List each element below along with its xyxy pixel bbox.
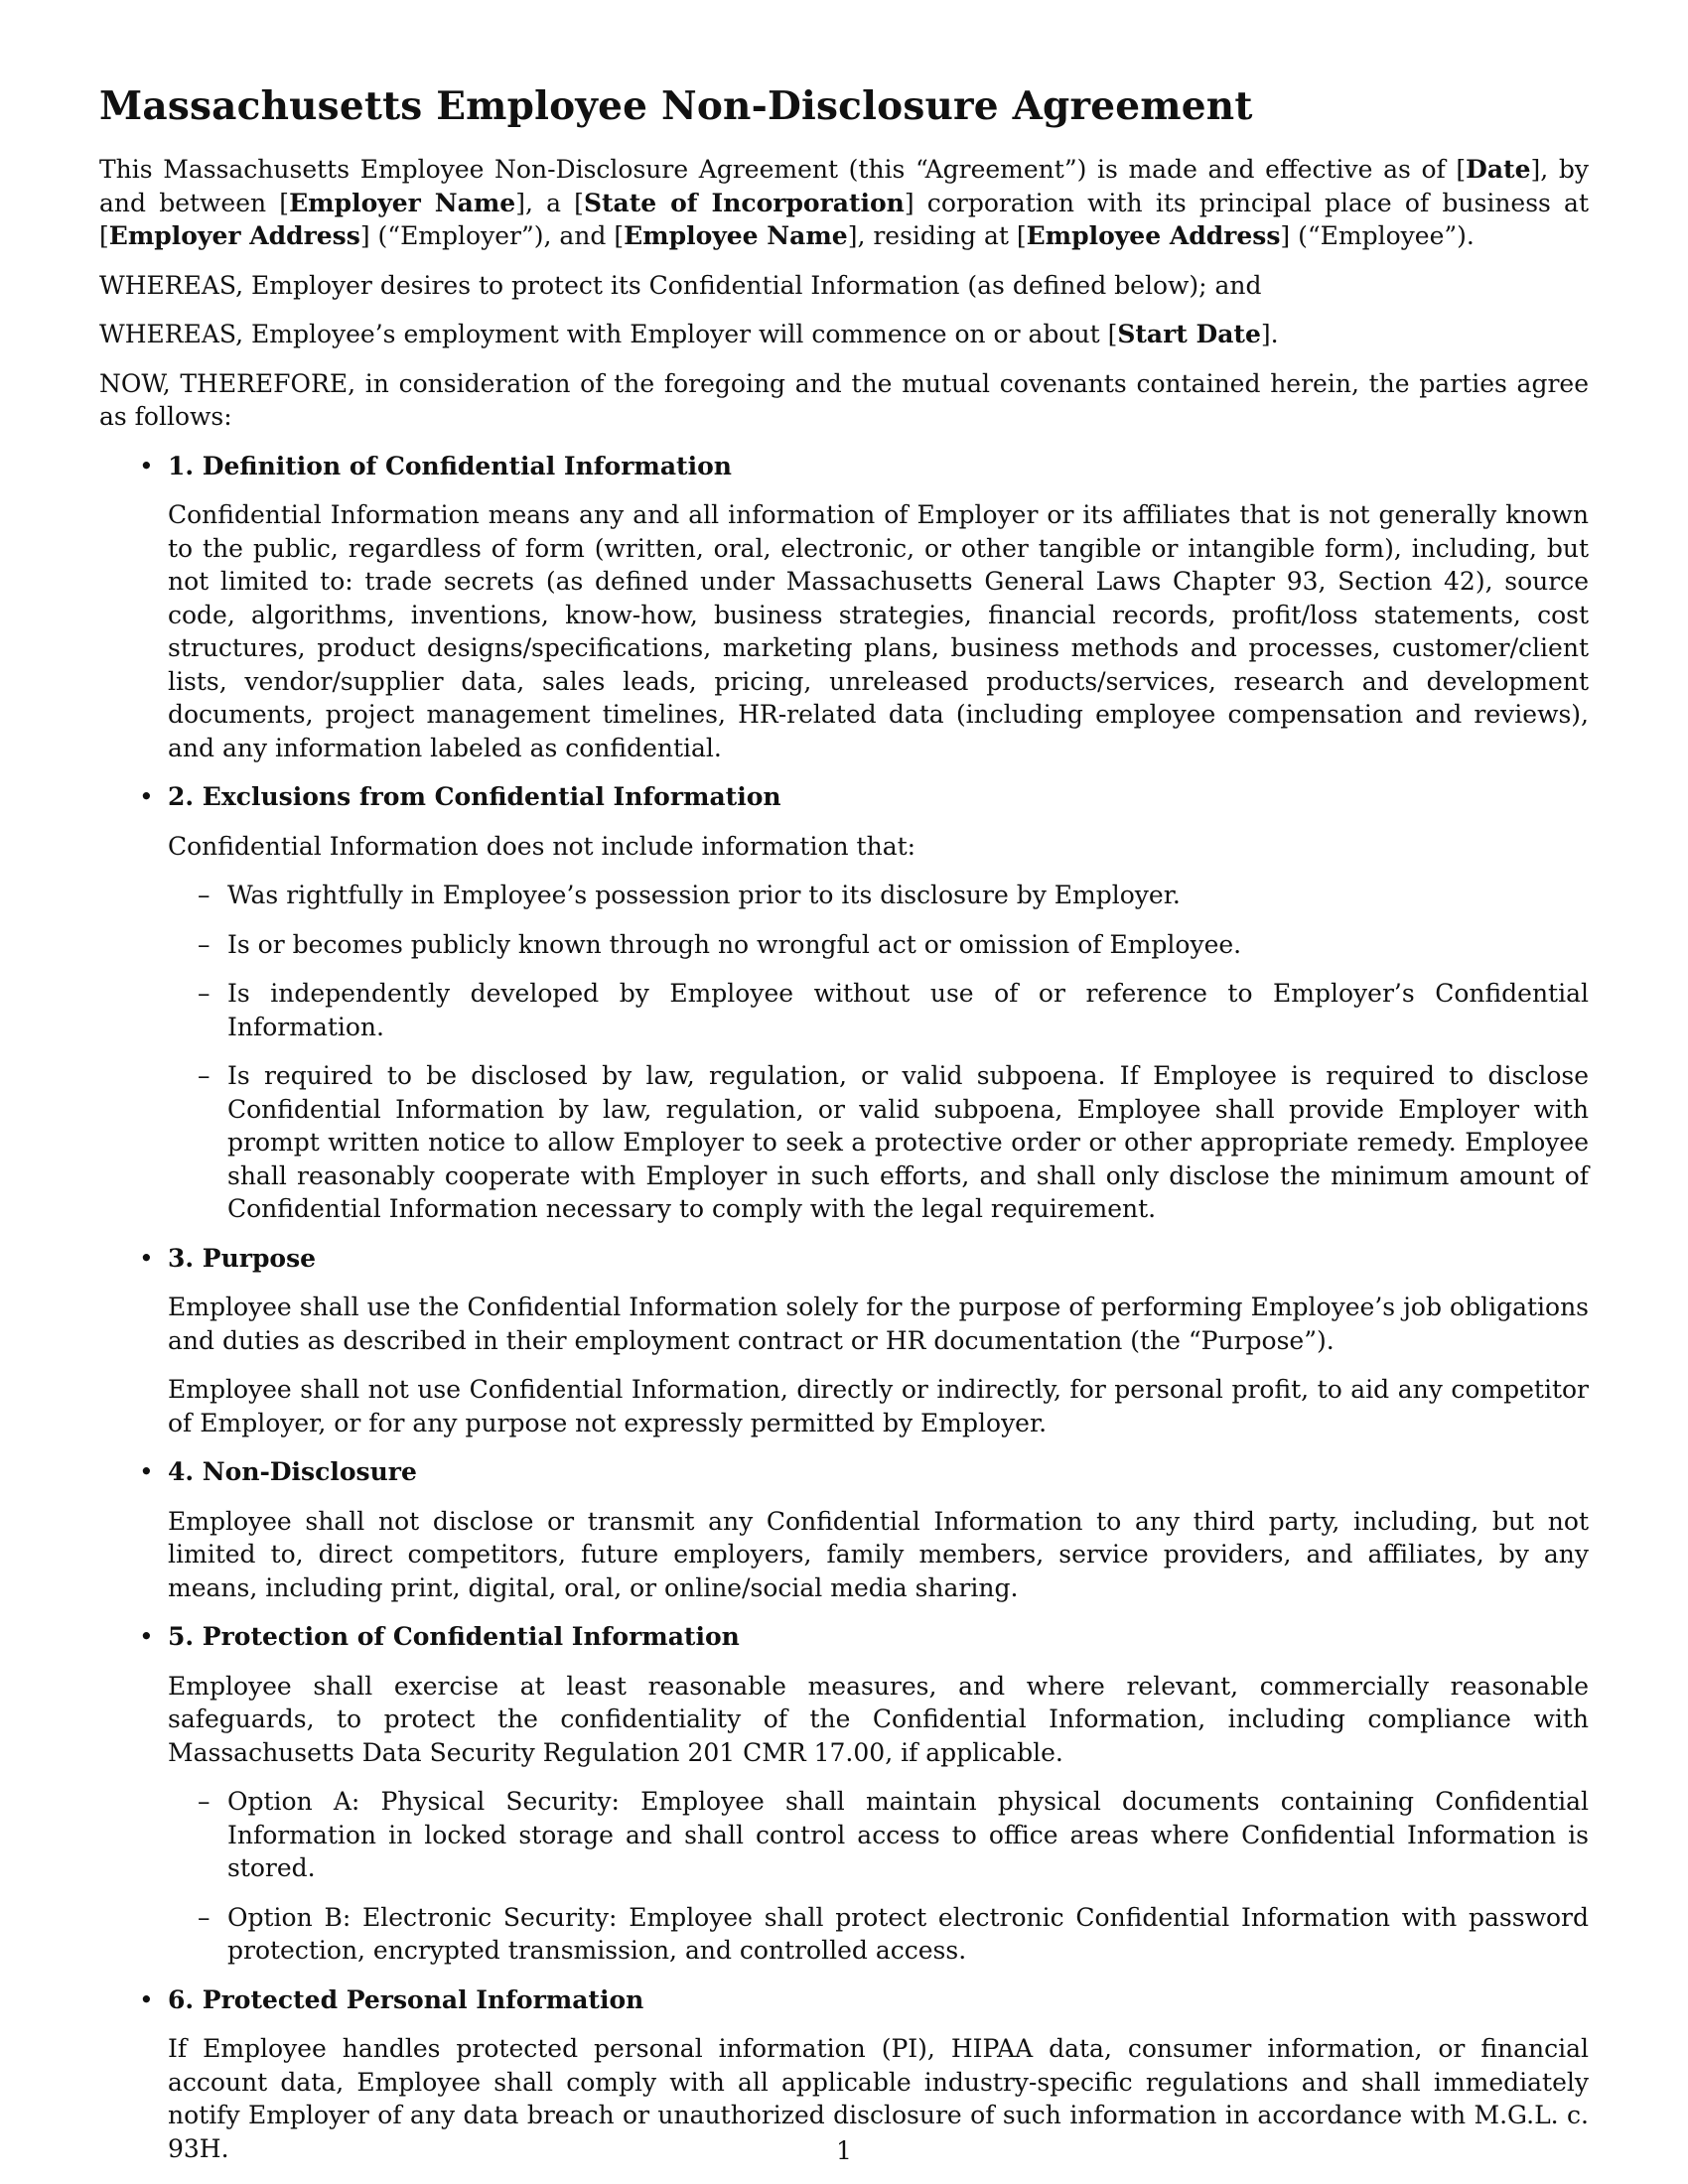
- dash-icon: –: [198, 1787, 211, 1816]
- bullet-icon: •: [139, 1984, 154, 2014]
- intro-paragraph: [99, 153, 1589, 253]
- dash-icon: –: [198, 881, 211, 909]
- dash-icon: –: [198, 1061, 211, 1090]
- sub-list: [99, 879, 1589, 1226]
- section-heading: [99, 1455, 1589, 1489]
- section-heading-text: 1. Definition of Confidential Information: [168, 451, 732, 480]
- list-item: [99, 879, 1589, 912]
- whereas-1: WHEREAS, Employer desires to protect its Confidential Information (as defined below); and: [99, 270, 1262, 300]
- list-item: [99, 1059, 1589, 1226]
- placeholder-start-date: Start Date: [1117, 320, 1261, 348]
- section-3: [99, 1242, 1589, 1440]
- section-intro: Confidential Information does not include information that:: [168, 831, 916, 861]
- section-body: [99, 1670, 1589, 1770]
- dash-icon: –: [198, 979, 211, 1008]
- intro-text: ] (“Employer”), and [: [359, 221, 625, 250]
- section-2: [99, 780, 1589, 1226]
- section-5: [99, 1620, 1589, 1968]
- intro-text: This Massachusetts Employee Non-Disclosure Agreement (this “Agreement”) is made and effective as of [: [99, 155, 1467, 184]
- list-item: [99, 1785, 1589, 1885]
- now-therefore: NOW, THEREFORE, in consideration of the foregoing and the mutual covenants contained herein, the parties agree as follows:: [99, 368, 1589, 431]
- section-paragraph: Employee shall use the Confidential Information solely for the purpose of performing Employee’s job obligations and duties as described in their employment contract or HR documentation (the “Purpose”).: [168, 1293, 1589, 1355]
- list-item: [99, 1901, 1589, 1968]
- list-item-text: Is required to be disclosed by law, regulation, or valid subpoena. If Employee is required to disclose Confidential Information by law, regulation, or valid subpoena, Employee shall provide Employer with prompt written notice to allow Employer to seek a protective order or other appropriate remedy. Employee shall reasonably cooperate with Employer in such efforts, and shall only disclose the minimum amount of Confidential Information necessary to comply with the legal requirement.: [227, 1061, 1589, 1223]
- list-item-text: Is independently developed by Employee without use of or reference to Employer’s Confidential Information.: [227, 979, 1589, 1041]
- list-item: [99, 928, 1589, 962]
- section-heading: [99, 1242, 1589, 1276]
- dash-icon: –: [198, 929, 211, 959]
- section-paragraph: If Employee handles protected personal information (PI), HIPAA data, consumer information, or financial account data, Employee shall comply with all applicable industry-specific regulations and shall immediately notify Employer of any data breach or unauthorized disclosure of such information in accordance with M.G.L. c. 93H.: [168, 2034, 1589, 2163]
- whereas-2-text: WHEREAS, Employee’s employment with Employer will commence on or about [: [99, 320, 1118, 348]
- placeholder-state: State of Incorporation: [583, 188, 905, 217]
- intro-text: ] (“Employee”).: [1280, 221, 1475, 250]
- list-item-text: Option A: Physical Security: Employee shall maintain physical documents containing Confidential Information in locked storage and shall control access to office areas where Confidential Information is stored.: [227, 1787, 1589, 1882]
- section-4: [99, 1455, 1589, 1604]
- list-item: [99, 977, 1589, 1043]
- section-heading-text: 5. Protection of Confidential Information: [168, 1622, 740, 1651]
- placeholder-employee-address: Employee Address: [1026, 221, 1281, 250]
- section-paragraph: Confidential Information means any and all information of Employer or its affiliates that is not generally known to the public, regardless of form (written, oral, electronic, or other tangible or intangible form), including, but not limited to: trade secrets (as defined under Massachusetts General Laws Chapter 93, Section 42), source code, algorithms, inventions, know-how, business strategies, financial records, profit/loss statements, cost structures, product designs/specifications, marketing plans, business methods and processes, customer/client lists, vendor/supplier data, sales leads, pricing, unreleased products/services, research and development documents, project management timelines, HR-related data (including employee compensation and reviews), and any information labeled as confidential.: [168, 500, 1589, 762]
- list-item-text: Is or becomes publicly known through no wrongful act or omission of Employee.: [227, 929, 1242, 959]
- sub-list: [99, 1785, 1589, 1968]
- section-paragraph: Employee shall not disclose or transmit any Confidential Information to any third party, including, but not limited to, direct competitors, future employers, family members, service providers, and affiliates, by any means, including print, digital, oral, or online/social media sharing.: [168, 1506, 1589, 1602]
- section-heading: [99, 1983, 1589, 2017]
- section-body: [99, 830, 1589, 864]
- document-page: [99, 83, 1589, 2181]
- dash-icon: –: [198, 1902, 211, 1932]
- section-body: [99, 1505, 1589, 1605]
- section-1: [99, 450, 1589, 765]
- section-body: [99, 1291, 1589, 1439]
- document-title: Massachusetts Employee Non-Disclosure Agreement: [99, 83, 1253, 129]
- bullet-icon: •: [139, 1243, 154, 1273]
- intro-text: ], a [: [515, 188, 584, 217]
- whereas-2: [99, 318, 1589, 351]
- section-paragraph: Employee shall not use Confidential Information, directly or indirectly, for personal profit, to aid any competitor of Employer, or for any purpose not expressly permitted by Employer.: [168, 1375, 1589, 1437]
- bullet-icon: •: [139, 1622, 154, 1651]
- intro-text: ], by and between [: [99, 155, 1589, 217]
- section-heading-text: 6. Protected Personal Information: [168, 1984, 644, 2014]
- section-intro: Employee shall exercise at least reasonable measures, and where relevant, commercially reasonable safeguards, to protect the confidentiality of the Confidential Information, including compliance with Massachusetts Data Security Regulation 201 CMR 17.00, if applicable.: [168, 1671, 1589, 1767]
- section-heading-text: 4. Non-Disclosure: [168, 1457, 417, 1486]
- page-number: 1: [836, 2136, 852, 2165]
- intro-text: ] corporation with its principal place of business at [: [99, 188, 1590, 250]
- bullet-icon: •: [139, 1457, 154, 1486]
- whereas-2-text: ].: [1260, 320, 1279, 348]
- section-heading-text: 3. Purpose: [168, 1243, 317, 1273]
- sections-list: [99, 450, 1589, 2166]
- intro-text: ], residing at [: [847, 221, 1027, 250]
- section-heading: [99, 1620, 1589, 1654]
- section-heading-text: 2. Exclusions from Confidential Information: [168, 782, 781, 811]
- placeholder-employer-address: Employer Address: [108, 221, 360, 250]
- placeholder-employee-name: Employee Name: [624, 221, 848, 250]
- placeholder-date: Date: [1466, 155, 1531, 184]
- section-heading: [99, 450, 1589, 483]
- list-item-text: Was rightfully in Employee’s possession prior to its disclosure by Employer.: [227, 881, 1181, 909]
- bullet-icon: •: [139, 782, 154, 811]
- section-body: [99, 498, 1589, 764]
- list-item-text: Option B: Electronic Security: Employee shall protect electronic Confidential Information with password protection, encrypted transmission, and controlled access.: [227, 1902, 1589, 1965]
- bullet-icon: •: [139, 451, 154, 480]
- placeholder-employer-name: Employer Name: [289, 188, 516, 217]
- section-heading: [99, 780, 1589, 814]
